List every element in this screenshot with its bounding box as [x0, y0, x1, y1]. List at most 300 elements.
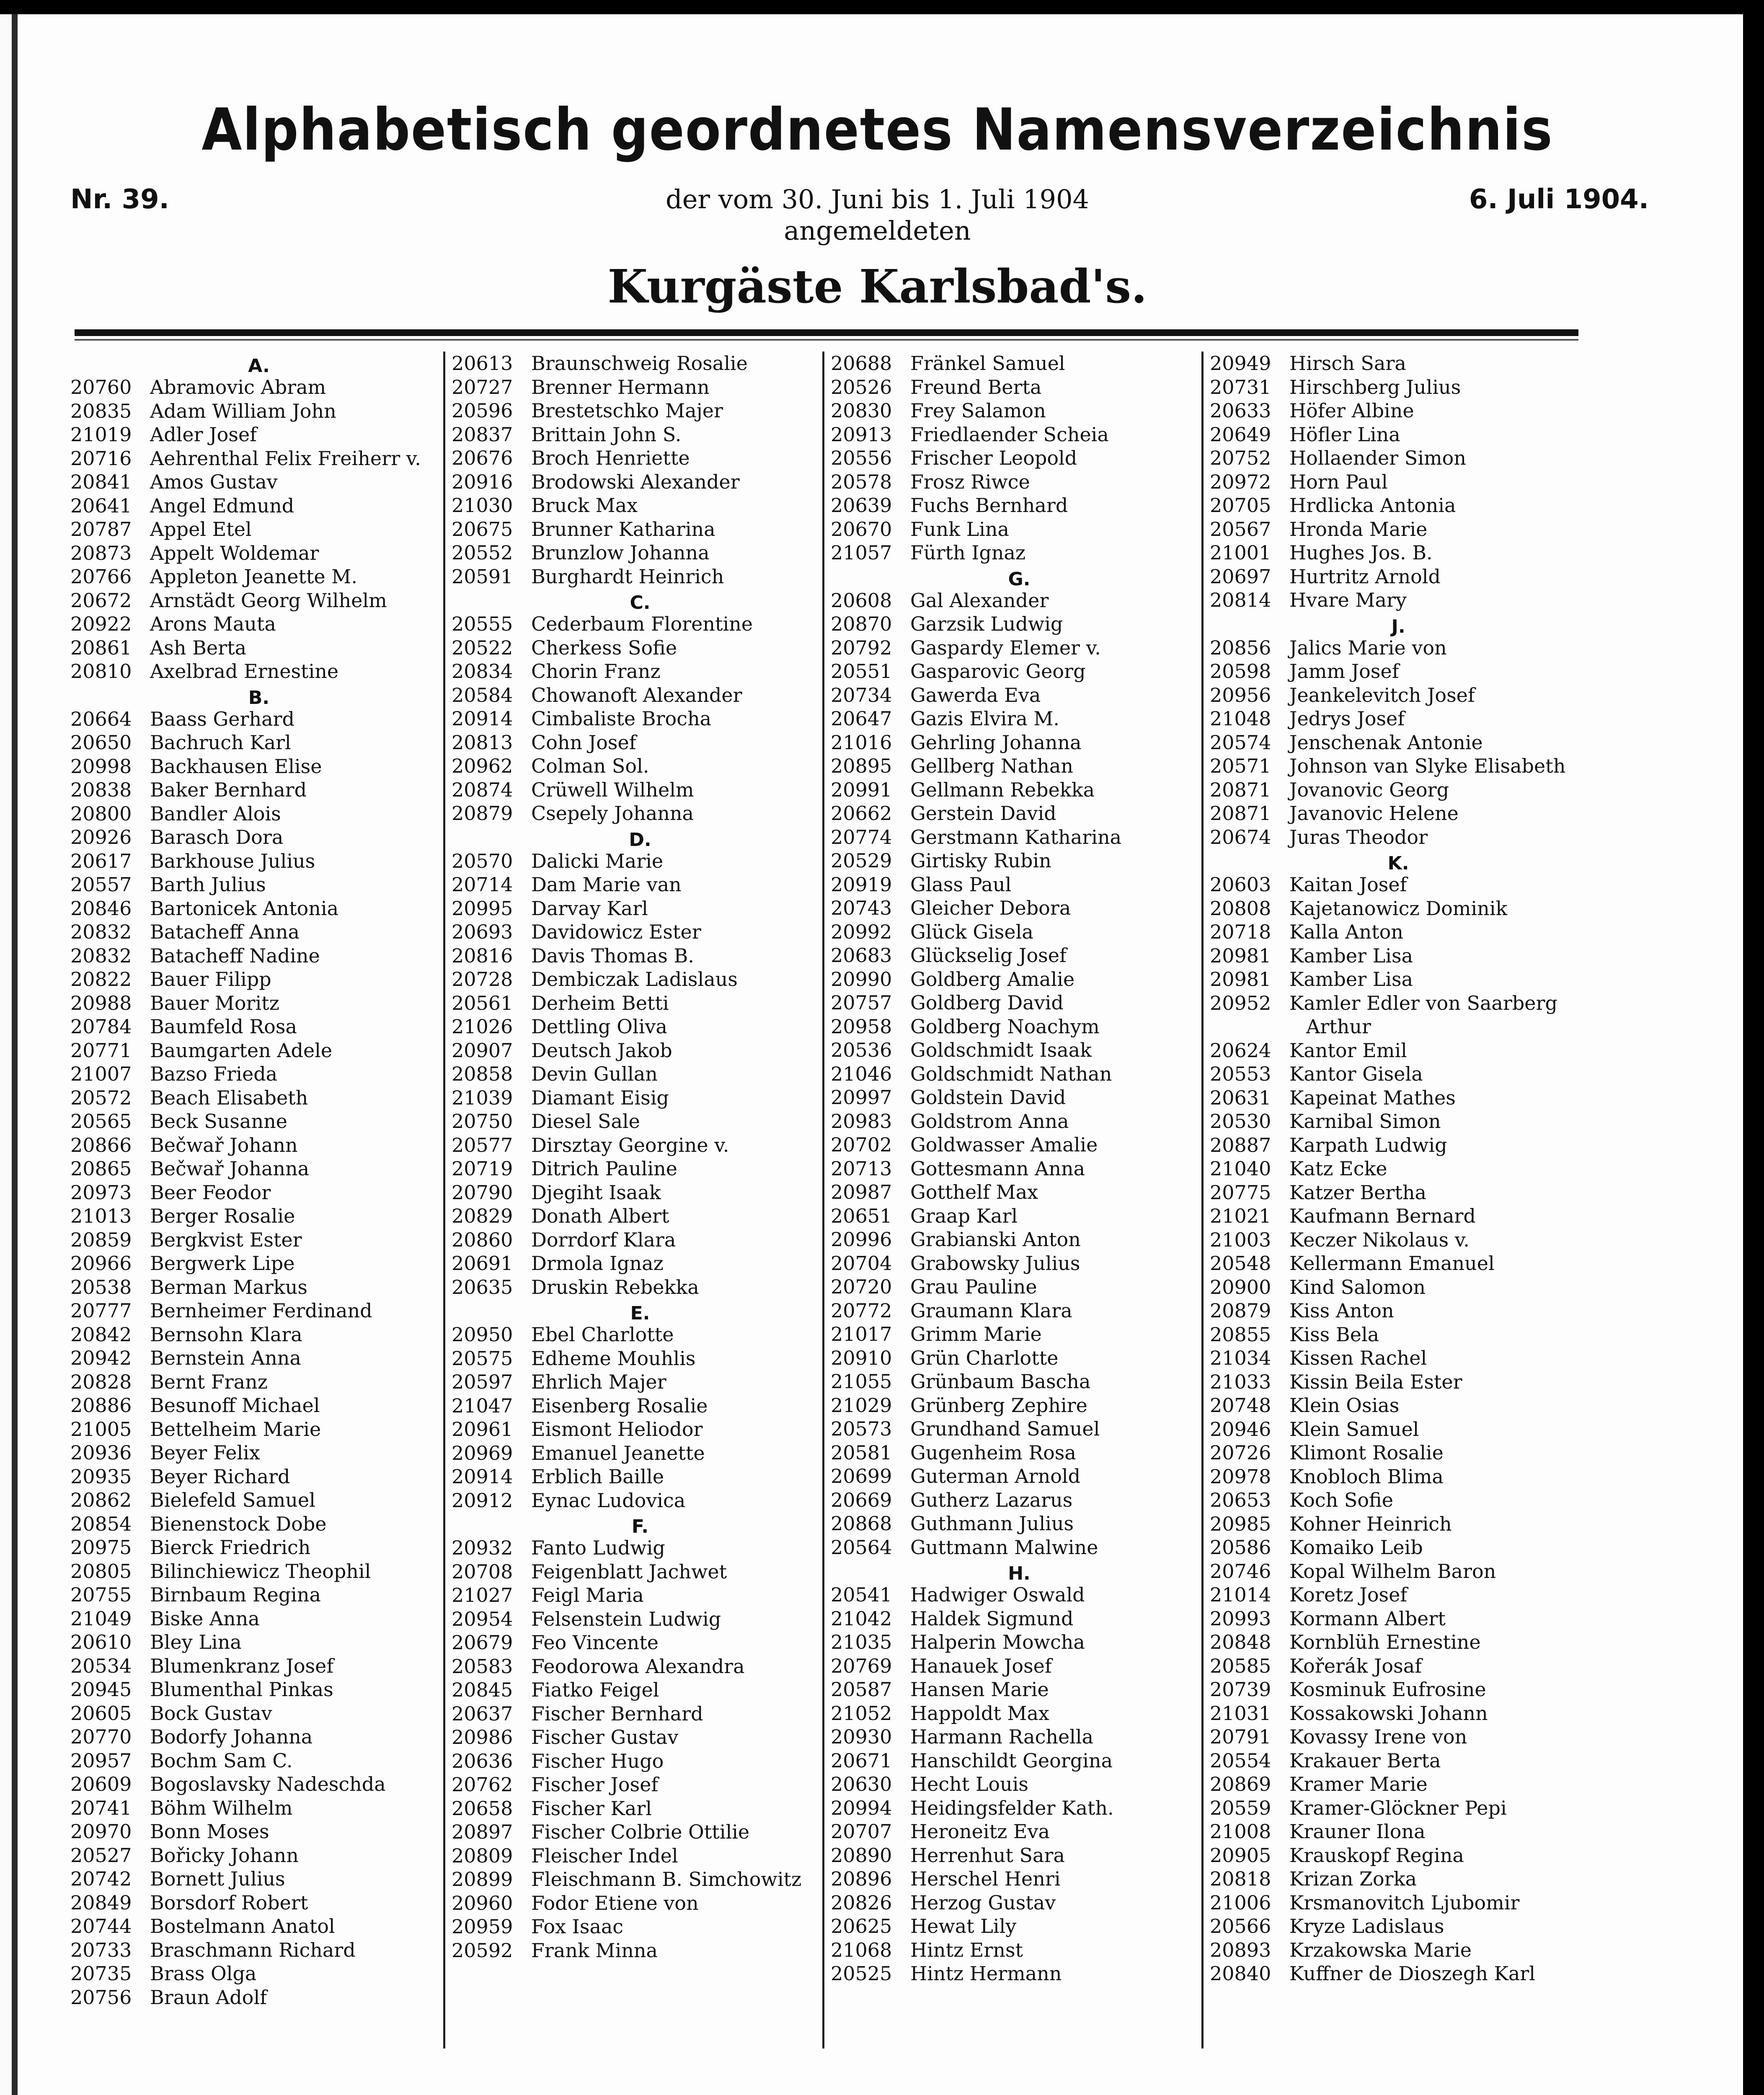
guest-number: 21034	[1210, 1347, 1271, 1369]
guest-number: 21029	[831, 1394, 892, 1417]
guest-number: 21007	[70, 1063, 132, 1085]
guest-number: 20990	[831, 967, 892, 991]
guest-entry	[70, 1062, 447, 1086]
guest-entry	[831, 1607, 1208, 1631]
letter-heading: G.	[1008, 568, 1031, 590]
guest-number: 20828	[70, 1370, 132, 1393]
guest-entry	[831, 920, 1208, 944]
guest-name: Abramovic Abram	[150, 376, 326, 398]
guest-number: 20814	[1210, 589, 1271, 611]
guest-name: Fürth Ignaz	[910, 541, 1026, 564]
guest-entry	[70, 1488, 447, 1512]
guest-entry	[831, 707, 1208, 731]
guest-entry	[831, 1204, 1208, 1228]
guest-entry	[452, 1678, 829, 1702]
guest-entry	[831, 896, 1208, 920]
guest-name: Hecht Louis	[910, 1773, 1029, 1795]
guest-entry	[831, 1844, 1208, 1867]
guest-name: Beyer Felix	[150, 1441, 260, 1464]
guest-name: Felsenstein Ludwig	[531, 1607, 721, 1630]
guest-entry	[452, 991, 829, 1015]
guest-number: 21046	[831, 1062, 892, 1085]
guest-number: 20575	[452, 1347, 513, 1370]
guest-number: 21030	[452, 494, 513, 517]
guest-name: Besunoff Michael	[150, 1394, 320, 1417]
guest-number: 21006	[1210, 1891, 1271, 1914]
guest-entry	[70, 541, 447, 565]
guest-entry	[452, 1583, 829, 1607]
guest-entry	[831, 1417, 1208, 1441]
name-column-2	[452, 352, 829, 1962]
guest-number: 20728	[452, 968, 513, 991]
guest-name: Freund Berta	[910, 375, 1042, 398]
guest-entry	[70, 1844, 447, 1867]
guest-entry	[70, 1346, 447, 1370]
guest-number: 20897	[452, 1821, 513, 1843]
guest-name: Klimont Rosalie	[1289, 1441, 1444, 1464]
guest-name: Bečwař Johann	[150, 1133, 298, 1156]
guest-entry	[70, 1086, 447, 1110]
guest-entry	[1210, 920, 1587, 944]
guest-number: 20719	[452, 1157, 513, 1180]
guest-name: Baker Bernhard	[150, 779, 307, 801]
guest-entry	[452, 1417, 829, 1441]
guest-number: 21035	[831, 1631, 892, 1653]
guest-number: 20726	[1210, 1441, 1271, 1464]
guest-number: 20720	[831, 1275, 892, 1298]
guest-entry	[831, 636, 1208, 660]
guest-entry	[831, 1110, 1208, 1133]
guest-number: 20691	[452, 1252, 513, 1275]
guest-number: 20842	[70, 1323, 132, 1346]
guest-name: Graumann Klara	[910, 1299, 1072, 1322]
guest-number: 20952	[1210, 991, 1271, 1014]
guest-entry	[831, 683, 1208, 707]
guest-number: 20954	[452, 1607, 513, 1630]
guest-name: Goldstrom Anna	[910, 1110, 1069, 1133]
guest-number: 20975	[70, 1536, 132, 1559]
name-column-1	[70, 352, 447, 2009]
guest-number: 20630	[831, 1773, 892, 1795]
guest-name: Hirsch Sara	[1289, 352, 1406, 375]
guest-number: 20800	[70, 802, 132, 825]
guest-number: 20635	[452, 1275, 513, 1298]
guest-name: Goldschmidt Nathan	[910, 1062, 1112, 1085]
guest-name: Cimbaliste Brocha	[531, 707, 712, 730]
guest-name: Krzakowska Marie	[1289, 1938, 1472, 1961]
guest-entry	[1210, 1891, 1587, 1915]
guest-number: 20556	[831, 447, 892, 469]
guest-name: Kaitan Josef	[1289, 873, 1407, 896]
guest-entry	[831, 1702, 1208, 1725]
guest-entry	[831, 1322, 1208, 1346]
guest-name: Donath Albert	[531, 1205, 669, 1227]
guest-name: Fox Isaac	[531, 1915, 624, 1938]
guest-entry	[1210, 1772, 1587, 1796]
guest-name: Bernsohn Klara	[150, 1323, 302, 1346]
guest-number: 20617	[70, 849, 132, 872]
guest-name: Fleischmann B. Simchowitz	[531, 1868, 802, 1891]
guest-number: 20639	[831, 494, 892, 517]
guest-name: Cederbaum Florentine	[531, 613, 753, 635]
guest-entry	[831, 423, 1208, 447]
guest-number: 20860	[452, 1228, 513, 1251]
guest-entry	[831, 1252, 1208, 1275]
guest-name: Krakauer Berta	[1289, 1749, 1441, 1772]
guest-name: Katzer Bertha	[1289, 1181, 1426, 1204]
guest-name: Höfer Albine	[1289, 399, 1414, 422]
guest-name: Glück Gisela	[910, 920, 1033, 943]
guest-entry	[1210, 1110, 1587, 1133]
guest-entry	[1210, 1725, 1587, 1749]
guest-entry	[70, 1678, 447, 1702]
guest-number: 20973	[70, 1181, 132, 1204]
guest-entry	[452, 1867, 829, 1891]
guest-name: Fodor Etiene von	[531, 1891, 699, 1914]
guest-name: Hrdlicka Antonia	[1289, 494, 1456, 517]
guest-entry	[1210, 1488, 1587, 1512]
guest-name: Grundhand Samuel	[910, 1417, 1100, 1440]
guest-entry	[452, 1939, 829, 1963]
guest-number: 20829	[452, 1205, 513, 1227]
guest-name: Batacheff Anna	[150, 921, 300, 943]
guest-entry	[452, 1275, 829, 1299]
guest-name: Fischer Bernhard	[531, 1702, 703, 1725]
guest-number: 20583	[452, 1655, 513, 1678]
guest-entry	[452, 541, 829, 565]
guest-number: 20714	[452, 873, 513, 896]
guest-entry	[831, 1346, 1208, 1370]
header-rule	[75, 329, 1578, 336]
guest-entry	[70, 1512, 447, 1536]
guest-number: 21033	[1210, 1370, 1271, 1393]
guest-number: 20809	[452, 1844, 513, 1867]
guest-entry	[831, 731, 1208, 755]
guest-number: 20996	[831, 1228, 892, 1251]
guest-name: Javanovic Helene	[1289, 802, 1459, 825]
guest-entry	[452, 1891, 829, 1915]
guest-name: Darvay Karl	[531, 897, 648, 920]
guest-name: Kamber Lisa	[1289, 968, 1413, 991]
guest-number: 21048	[1210, 707, 1271, 730]
guest-number: 20808	[1210, 897, 1271, 920]
guest-entry	[452, 1204, 829, 1228]
letter-heading: C.	[630, 592, 651, 613]
guest-name: Burghardt Heinrich	[531, 565, 724, 588]
guest-entry	[452, 802, 829, 825]
guest-name: Klein Samuel	[1289, 1417, 1419, 1441]
guest-number: 20832	[70, 921, 132, 943]
guest-entry	[452, 1607, 829, 1631]
guest-entry	[452, 1157, 829, 1181]
guest-name: Druskin Rebekka	[531, 1275, 699, 1298]
guest-entry	[1210, 1346, 1587, 1370]
guest-number: 20565	[70, 1110, 132, 1133]
guest-name: Colman Sol.	[531, 755, 649, 777]
guest-number: 20777	[70, 1299, 132, 1322]
guest-entry	[452, 1252, 829, 1275]
guest-number: 20675	[452, 517, 513, 541]
guest-name: Grau Pauline	[910, 1275, 1037, 1298]
guest-entry	[452, 849, 829, 873]
guest-entry	[831, 1962, 1208, 1986]
guest-name: Gaspardy Elemer v.	[910, 636, 1101, 659]
guest-entry	[1210, 1512, 1587, 1536]
guest-entry	[831, 375, 1208, 399]
guest-name: Eynac Ludovica	[531, 1489, 686, 1512]
guest-number: 20658	[452, 1797, 513, 1820]
guest-entry	[452, 1228, 829, 1252]
guest-entry	[1210, 636, 1587, 660]
letter-heading: F.	[631, 1516, 649, 1537]
guest-number: 20970	[70, 1820, 132, 1843]
guest-number: 20936	[70, 1441, 132, 1464]
letter-heading: J.	[1391, 616, 1405, 637]
guest-number: 20596	[452, 399, 513, 422]
guest-number: 20603	[1210, 873, 1271, 896]
guest-number: 20873	[70, 541, 132, 564]
guest-name: Kuffner de Dioszegh Karl	[1289, 1962, 1535, 1985]
guest-number: 20739	[1210, 1678, 1271, 1701]
guest-entry	[452, 517, 829, 541]
guest-number: 20552	[452, 541, 513, 564]
guest-entry	[1210, 1157, 1587, 1181]
guest-number: 20791	[1210, 1725, 1271, 1748]
guest-name: Bergwerk Lipe	[150, 1252, 295, 1275]
guest-number: 20756	[70, 1986, 132, 2009]
guest-name: Angel Edmund	[150, 494, 294, 517]
guest-entry	[70, 1133, 447, 1157]
issue-number: Nr. 39.	[70, 184, 169, 215]
page-title: Alphabetisch geordnetes Namensverzeichnis	[201, 96, 1553, 163]
guest-number: 20922	[70, 613, 132, 635]
guest-number: 21052	[831, 1702, 892, 1725]
guest-name: Bettelheim Marie	[150, 1417, 321, 1441]
guest-name: Gleicher Debora	[910, 897, 1071, 919]
guest-name: Bernheimer Ferdinand	[150, 1299, 372, 1322]
guest-name: Appelt Woldemar	[150, 541, 319, 564]
guest-entry	[1210, 731, 1587, 755]
guest-name: Berman Markus	[150, 1275, 307, 1298]
guest-name: Kissin Beila Ester	[1289, 1370, 1462, 1393]
guest-entry	[452, 1536, 829, 1560]
letter-heading: D.	[629, 829, 651, 851]
guest-name: Komaiko Leib	[1289, 1536, 1423, 1559]
guest-number: 20962	[452, 755, 513, 777]
guest-name: Goldberg Noachym	[910, 1015, 1100, 1038]
guest-entry	[452, 423, 829, 447]
guest-entry	[452, 660, 829, 683]
guest-entry	[831, 1536, 1208, 1560]
guest-name: Fuchs Bernhard	[910, 494, 1068, 517]
guest-name: Dalicki Marie	[531, 849, 664, 872]
guest-entry	[831, 1488, 1208, 1512]
guest-number: 20978	[1210, 1465, 1271, 1488]
guest-entry	[452, 1844, 829, 1868]
guest-entry	[1210, 754, 1587, 778]
guest-entry	[831, 1772, 1208, 1796]
guest-entry	[1210, 1086, 1587, 1110]
document-page	[12, 14, 1743, 2095]
guest-number: 20647	[831, 707, 892, 730]
guest-entry	[831, 1583, 1208, 1607]
guest-entry	[452, 1133, 829, 1157]
guest-entry	[1210, 660, 1587, 683]
guest-number: 20774	[831, 825, 892, 848]
guest-entry	[452, 1465, 829, 1489]
guest-entry	[452, 1039, 829, 1063]
guest-name: Barkhouse Julius	[150, 849, 315, 872]
guest-number: 20735	[70, 1962, 132, 1985]
guest-entry	[1210, 1039, 1587, 1063]
guest-entry	[1210, 375, 1587, 399]
guest-name: Krizan Zorka	[1289, 1867, 1417, 1890]
guest-name: Bogoslavsky Nadeschda	[150, 1773, 386, 1795]
guest-name: Koretz Josef	[1289, 1583, 1408, 1606]
guest-entry	[452, 399, 829, 423]
guest-name: Bauer Moritz	[150, 991, 279, 1014]
guest-entry	[70, 1299, 447, 1323]
guest-name: Kaufmann Bernard	[1289, 1205, 1476, 1227]
guest-name: Bartonicek Antonia	[150, 897, 339, 920]
guest-name: Gehrling Johanna	[910, 731, 1082, 754]
guest-entry	[452, 612, 829, 636]
guest-number: 20950	[452, 1323, 513, 1346]
guest-number: 20838	[70, 779, 132, 801]
guest-name: Gellberg Nathan	[910, 755, 1073, 777]
guest-name: Kramer Marie	[1289, 1773, 1428, 1795]
guest-number: 20762	[452, 1773, 513, 1796]
guest-number: 21014	[1210, 1583, 1271, 1606]
guest-entry	[452, 446, 829, 470]
guest-number: 20581	[831, 1441, 892, 1464]
guest-entry	[1210, 1938, 1587, 1962]
guest-number: 20870	[831, 613, 892, 635]
guest-name: Frank Minna	[531, 1939, 658, 1962]
guest-number: 20527	[70, 1844, 132, 1867]
guest-name: Hewat Lily	[910, 1915, 1017, 1937]
guest-number: 20664	[70, 707, 132, 730]
guest-name: Krauskopf Regina	[1289, 1844, 1464, 1867]
guest-entry	[831, 541, 1208, 565]
guest-entry	[831, 1796, 1208, 1820]
guest-number: 20959	[452, 1915, 513, 1938]
guest-entry	[831, 1299, 1208, 1323]
guest-name: Karnibal Simon	[1289, 1110, 1441, 1133]
guest-name: Horn Paul	[1289, 470, 1388, 493]
guest-name: Eisenberg Rosalie	[531, 1394, 708, 1417]
guest-number: 20981	[1210, 944, 1271, 967]
guest-entry	[70, 1228, 447, 1252]
guest-number: 20613	[452, 352, 513, 375]
guest-name: Jenschenak Antonie	[1289, 731, 1483, 754]
guest-entry	[452, 1086, 829, 1110]
guest-name: Edheme Mouhlis	[531, 1347, 696, 1370]
guest-name: Cohn Josef	[531, 731, 636, 754]
guest-entry	[1210, 1844, 1587, 1867]
guest-number: 21016	[831, 731, 892, 754]
guest-name: Fränkel Samuel	[910, 352, 1065, 375]
guest-entry	[452, 1655, 829, 1679]
guest-number: 20713	[831, 1157, 892, 1180]
guest-number: 20578	[831, 470, 892, 493]
guest-number: 20649	[1210, 423, 1271, 446]
guest-name: Heidingsfelder Kath.	[910, 1796, 1114, 1819]
guest-entry	[831, 825, 1208, 849]
guest-name: Kapeinat Mathes	[1289, 1086, 1456, 1109]
guest-entry	[70, 802, 447, 826]
guest-name: Gottesmann Anna	[910, 1157, 1085, 1180]
guest-name: Glass Paul	[910, 873, 1012, 896]
guest-entry	[831, 660, 1208, 683]
guest-entry	[831, 1820, 1208, 1844]
guest-name: Kořerák Josaf	[1289, 1654, 1422, 1677]
guest-name: Cherkess Sofie	[531, 636, 677, 659]
guest-name: Goldberg Amalie	[910, 967, 1075, 991]
guest-entry	[70, 399, 447, 423]
guest-number: 20653	[1210, 1489, 1271, 1511]
guest-name: Fleischer Indel	[531, 1844, 678, 1867]
guest-name: Grabowsky Julius	[910, 1252, 1080, 1275]
guest-name: Kiss Anton	[1289, 1299, 1394, 1322]
guest-name: Brodowski Alexander	[531, 470, 740, 493]
guest-name: Beck Susanne	[150, 1110, 287, 1133]
guest-number: 20672	[70, 589, 132, 612]
guest-number: 20573	[831, 1417, 892, 1440]
issue-date: 6. Juli 1904.	[1469, 184, 1649, 215]
guest-name: Amos Gustav	[150, 471, 278, 493]
guest-name: Backhausen Elise	[150, 755, 322, 778]
guest-name: Kormann Albert	[1289, 1607, 1446, 1630]
guest-number: 20868	[831, 1512, 892, 1535]
guest-number: 20587	[831, 1678, 892, 1701]
guest-number: 20757	[831, 991, 892, 1014]
guest-name: Baumfeld Rosa	[150, 1015, 297, 1038]
guest-number: 20893	[1210, 1938, 1271, 1961]
guest-number: 20567	[1210, 517, 1271, 541]
guest-entry	[1210, 1465, 1587, 1489]
guest-number: 20670	[831, 517, 892, 541]
guest-name: Brenner Hermann	[531, 375, 710, 398]
guest-number: 20835	[70, 399, 132, 422]
guest-name: Jamm Josef	[1289, 660, 1399, 683]
guest-name: Bazso Frieda	[150, 1063, 278, 1085]
guest-number: 20856	[1210, 636, 1271, 659]
guest-name: Funk Lina	[910, 517, 1009, 541]
guest-entry	[1210, 802, 1587, 825]
guest-entry	[70, 1370, 447, 1394]
guest-entry	[1210, 1583, 1587, 1607]
guest-name: Hurtritz Arnold	[1289, 565, 1441, 588]
guest-name: Grün Charlotte	[910, 1346, 1059, 1369]
guest-number: 20750	[452, 1110, 513, 1133]
guest-name: Axelbrad Ernestine	[150, 660, 339, 683]
guest-entry	[1210, 1228, 1587, 1252]
guest-name: Haldek Sigmund	[910, 1607, 1074, 1630]
guest-number: 21057	[831, 541, 892, 564]
guest-entry	[831, 1464, 1208, 1488]
guest-name: Hintz Ernst	[910, 1938, 1023, 1961]
guest-number: 20879	[1210, 1299, 1271, 1322]
letter-heading: E.	[630, 1303, 650, 1324]
guest-number: 20530	[1210, 1110, 1271, 1133]
guest-name: Herschel Henri	[910, 1867, 1061, 1890]
guest-entry	[1210, 1299, 1587, 1323]
guest-number: 20784	[70, 1015, 132, 1038]
guest-entry	[831, 352, 1208, 375]
guest-name: Djegiht Isaak	[531, 1181, 661, 1204]
guest-number: 20637	[452, 1702, 513, 1725]
